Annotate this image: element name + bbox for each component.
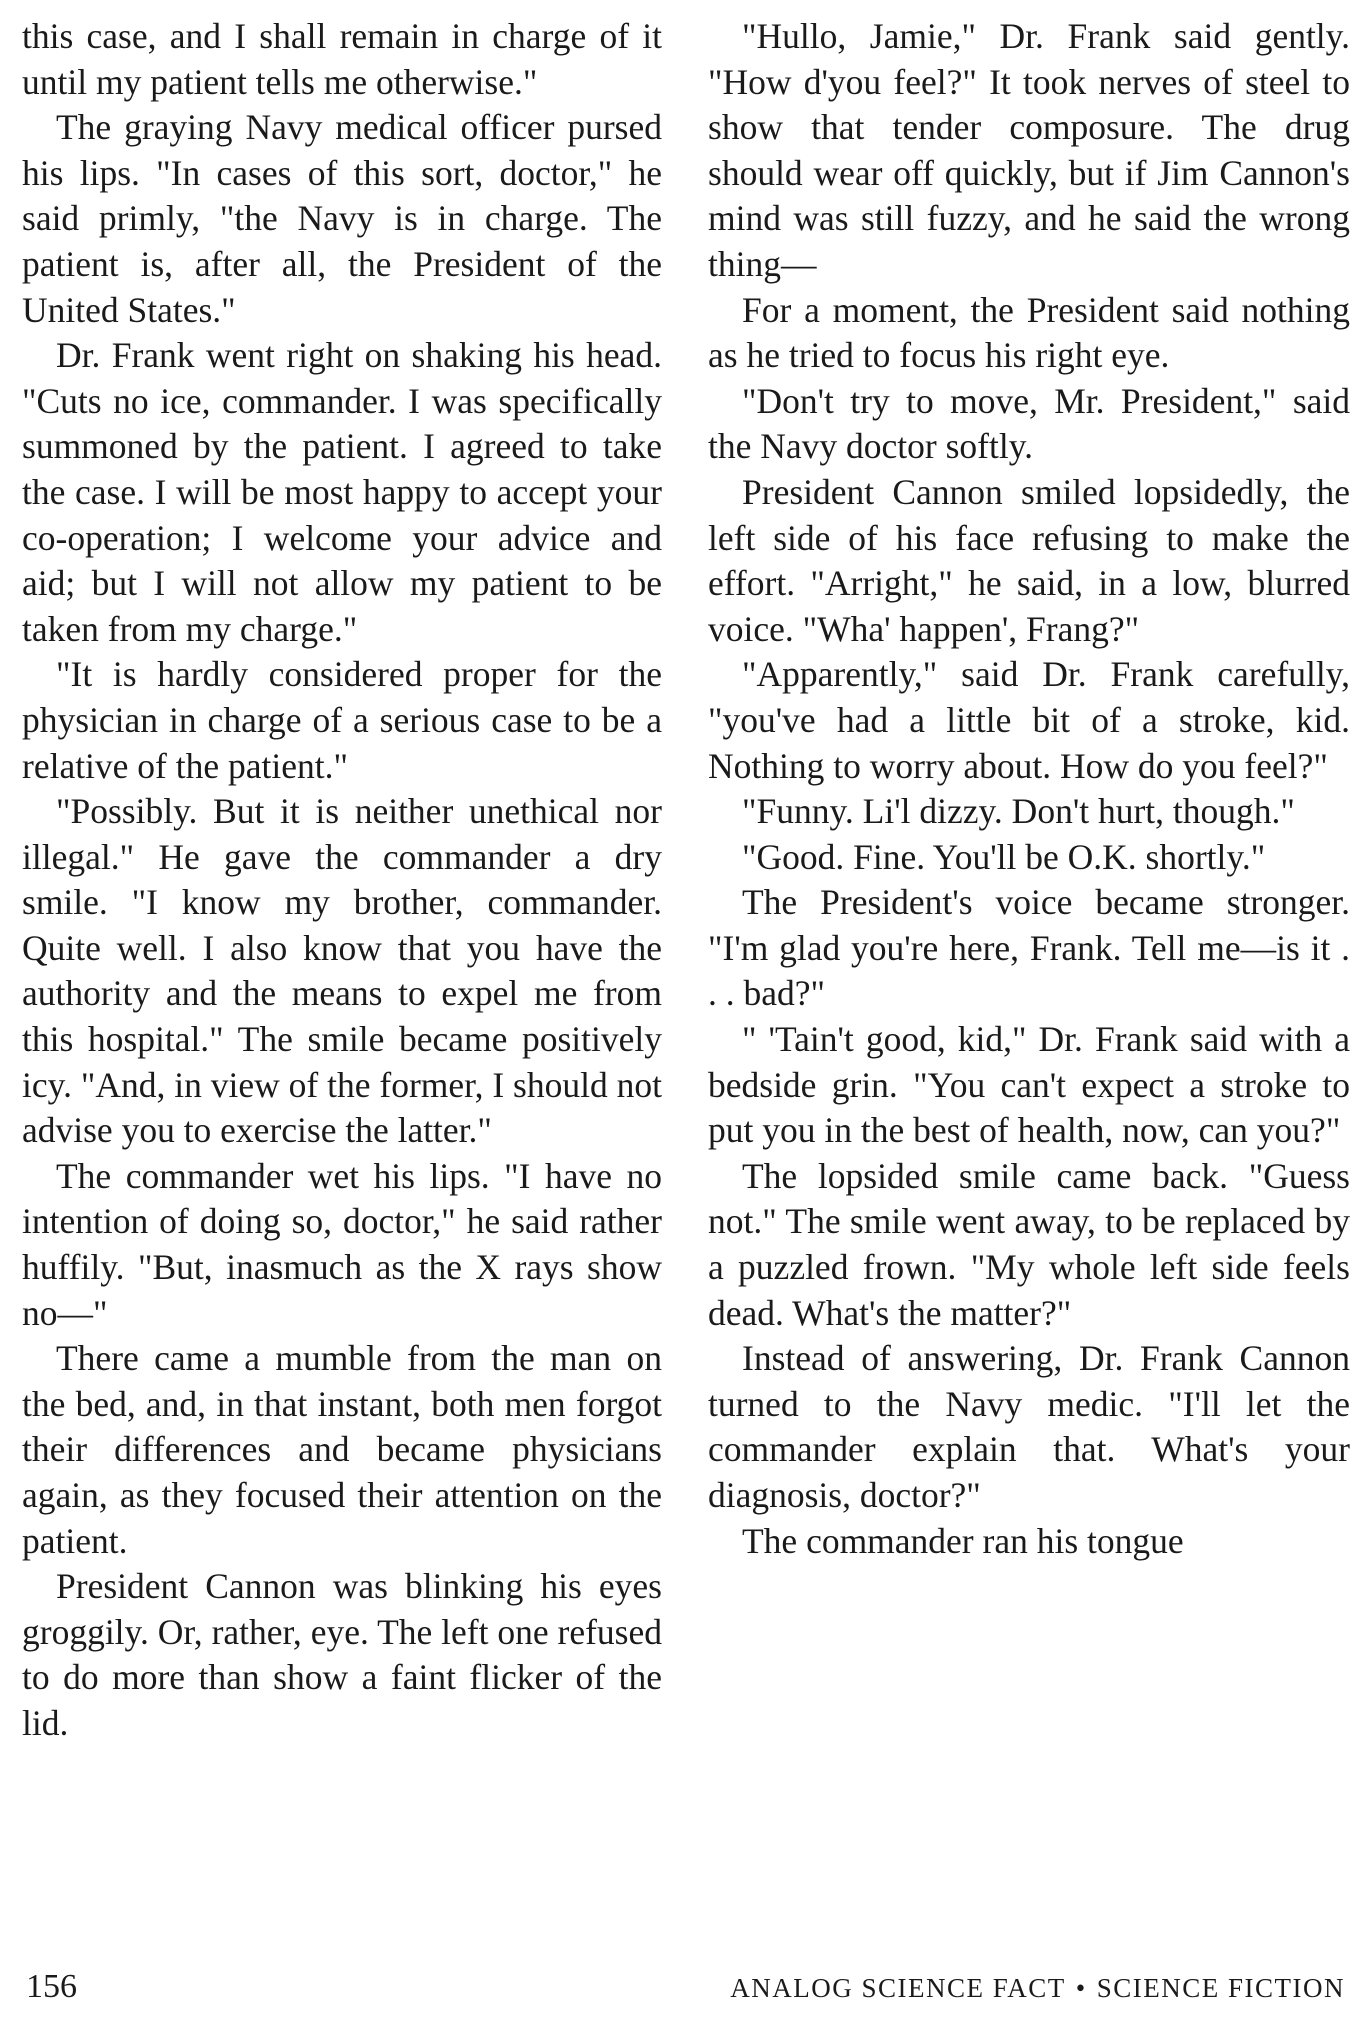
paragraph: this case, and I shall remain in charge of it until my patient tells me otherwise.": [22, 16, 662, 102]
paragraph: The commander ran his tongue: [742, 1520, 1184, 1561]
paragraph: The graying Navy medical officer pursed his lips. "In cases of this sort, doctor," he said primly, "the Navy is in charge. The patient is, after all, the President of the United States.": [22, 107, 662, 330]
paragraph: "Don't try to move, Mr. President," said the Navy doctor softly.: [708, 380, 1350, 467]
paragraph: The lopsided smile came back. "Guess not." The smile went away, to be replaced by a puzzled frown. "My whole left side feels dead. What's the matter?": [708, 1155, 1350, 1333]
paragraph: "Hullo, Jamie," Dr. Frank said gently. "How d'you feel?" It took nerves of steel to show that tender composure. The drug should wear off quickly, but if Jim Cannon's mind was still fuzzy, and he said the wrong thing—: [708, 16, 1350, 284]
paragraph: The commander wet his lips. "I have no intention of doing so, doctor," he said rather huffily. "But, inasmuch as the X rays show no—": [22, 1155, 662, 1333]
paragraph: "Funny. Li'l dizzy. Don't hurt, though.": [742, 791, 1295, 832]
paragraph: President Cannon smiled lopsidedly, the left side of his face refusing to make the effort. "Arright," he said, in a low, blurred voice. "Wha' happen', Frang?": [708, 471, 1350, 649]
paragraph: "It is hardly considered proper for the physician in charge of a serious case to be a relative of the patient.": [22, 654, 662, 786]
paragraph: For a moment, the President said nothing as he tried to focus his right eye.: [708, 289, 1350, 376]
paragraph: There came a mumble from the man on the bed, and, in that instant, both men forgot their differences and became physicians again, as they focused their attention on the patient.: [22, 1338, 662, 1561]
paragraph: President Cannon was blinking his eyes groggily. Or, rather, eye. The left one refused to do more than show a faint flicker of the lid.: [22, 1566, 662, 1743]
bullet-separator: •: [1075, 1973, 1087, 2003]
page-footer: [0, 1967, 1367, 2007]
left-column: [22, 14, 662, 1747]
magazine-title-left: ANALOG SCIENCE FACT: [730, 1973, 1066, 2003]
right-column: [708, 14, 1350, 1564]
running-title: [730, 1970, 1345, 2006]
paragraph: "Apparently," said Dr. Frank carefully, "you've had a little bit of a stroke, kid. Nothing to worry about. How do you feel?": [708, 654, 1350, 786]
paragraph: "Good. Fine. You'll be O.K. shortly.": [742, 836, 1266, 877]
paragraph: The President's voice became stronger. "I'm glad you're here, Frank. Tell me—is it . . . bad?": [708, 882, 1350, 1014]
paragraph: "Possibly. But it is neither unethical nor illegal." He gave the commander a dry smile. "I know my brother, commander. Quite well. I also know that you have the authority and the means to expel me from this hospital." The smile became positively icy. "And, in view of the former, I should not advise you to exercise the latter.": [22, 791, 662, 1151]
paragraph: Dr. Frank went right on shaking his head. "Cuts no ice, commander. I was specifically summoned by the patient. I agreed to take the case. I will be most happy to accept your co-operation; I welcome your advice and aid; but I will not allow my patient to be taken from my charge.": [22, 335, 662, 649]
page-number: 156: [26, 1968, 77, 2005]
paragraph: Instead of answering, Dr. Frank Cannon turned to the Navy medic. "I'll let the commander explain that. What's your diagnosis, doctor?": [708, 1338, 1350, 1515]
magazine-title-right: SCIENCE FICTION: [1096, 1973, 1345, 2003]
paragraph: " 'Tain't good, kid," Dr. Frank said with a bedside grin. "You can't expect a stroke to put you in the best of health, now, can you?": [708, 1019, 1350, 1151]
